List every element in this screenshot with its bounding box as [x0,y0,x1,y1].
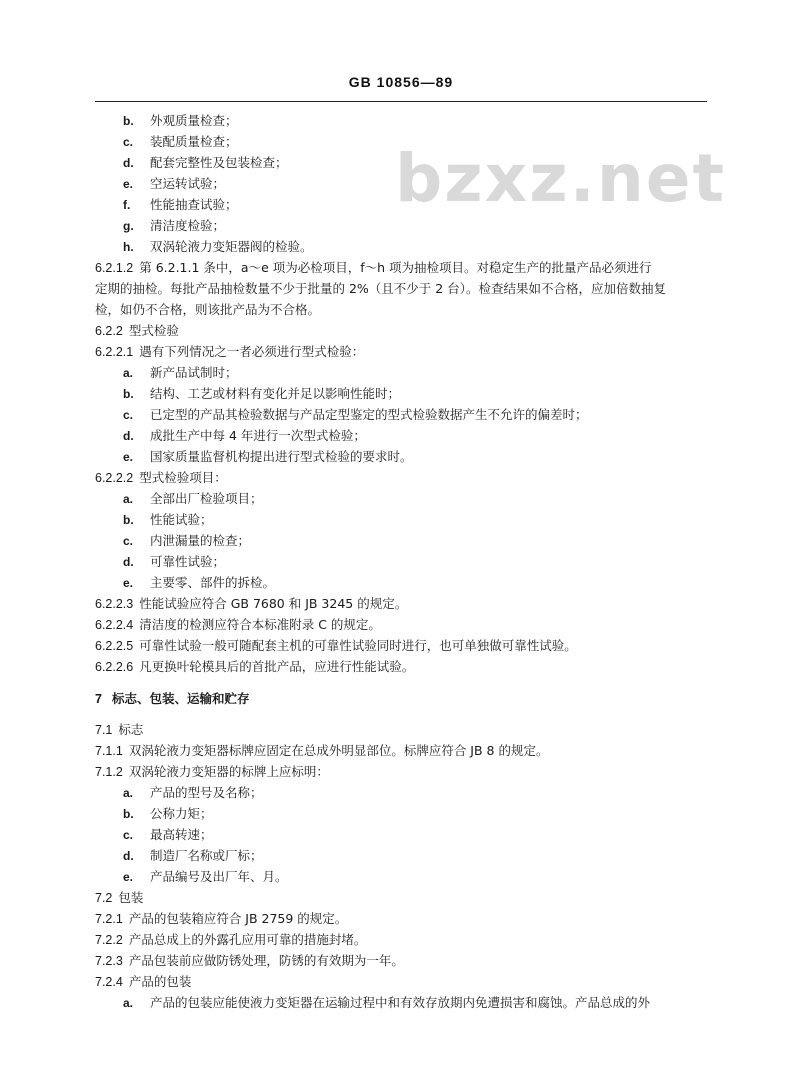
line-text: 空运转试验； [150,176,226,191]
list-item [123,826,213,844]
list-item [123,511,213,529]
line-text: 产品编号及出厂年、月。 [150,869,288,884]
line-text: 产品的包装 [128,974,192,989]
line-text: 成批生产中每 4 年进行一次型式检验； [150,428,366,443]
clause-continuation [95,301,320,319]
line-text: 主要零、部件的拆检。 [150,575,276,590]
clause [95,931,366,949]
list-item [123,385,400,403]
list-marker: b. [123,513,134,527]
clause [95,973,191,991]
list-item [123,805,213,823]
list-marker: h. [123,240,134,254]
clause-number: 7.2.3 [95,954,123,968]
list-item [123,784,263,802]
line-text: 检，如仍不合格，则该批产品为不合格。 [95,302,321,317]
list-item [123,427,366,445]
list-item [123,133,238,151]
clause-continuation [95,280,666,298]
list-marker: e. [123,870,134,884]
list-marker: e. [123,450,134,464]
section-heading [95,690,249,708]
list-marker: c. [123,534,134,548]
clause-number: 7.2 [95,891,113,905]
list-item [123,490,263,508]
line-text: 凡更换叶轮模具后的首批产品，应进行性能试验。 [139,659,415,674]
line-text: 第 6.2.1.1 条中，a～e 项为必检项目，f～h 项为抽检项目。对稳定生产的批量产品必须进行 [139,260,652,275]
list-marker: a. [123,366,134,380]
line-text: 公称力矩； [150,806,213,821]
clause-number: 6.2.2.3 [95,597,134,611]
list-marker: a. [123,786,134,800]
list-marker: g. [123,219,134,233]
line-text: 清洁度的检测应符合本标准附录 C 的规定。 [139,617,381,632]
line-text: 标志 [118,722,144,737]
line-text: 性能试验； [150,512,213,527]
clause-number: 6.2.1.2 [95,261,134,275]
line-text: 可靠性试验一般可随配套主机的可靠性试验同时进行，也可单独做可靠性试验。 [139,638,577,653]
watermark: bzxz.net [395,140,727,217]
list-marker: d. [123,429,134,443]
clause-number: 7.2.2 [95,933,123,947]
list-item [123,364,238,382]
clause [95,763,329,781]
list-marker: b. [123,387,134,401]
line-text: 制造厂名称或厂标； [150,848,263,863]
line-text: 已定型的产品其检验数据与产品定型鉴定的型式检验数据产生不允许的偏差时； [150,407,588,422]
line-text: 配套完整性及包装检查； [150,155,288,170]
line-text: 标志、包装、运输和贮存 [111,691,250,706]
clause [95,952,404,970]
list-marker: e. [123,177,134,191]
clause [95,742,548,760]
list-item [123,112,238,130]
clause-number: 7.2.1 [95,912,123,926]
clause-number: 7.1 [95,723,113,737]
clause-number: 6.2.2.1 [95,345,134,359]
list-marker: b. [123,807,134,821]
clause [95,469,227,487]
list-item [123,574,275,592]
clause [95,343,364,361]
list-marker: c. [123,408,134,422]
clause [95,721,143,739]
line-text: 国家质量监督机构提出进行型式检验的要求时。 [150,449,413,464]
clause [95,595,407,613]
line-text: 遇有下列情况之一者必须进行型式检验： [139,344,365,359]
list-item [123,238,313,256]
line-text: 清洁度检验； [150,218,226,233]
page-header: GB 10856—89 [348,74,454,90]
list-marker: d. [123,849,134,863]
line-text: 定期的抽检。每批产品抽检数量不少于批量的 2%（且不少于 2 台）。检查结果如不合格，应加倍数抽复 [95,281,666,296]
list-item [123,994,650,1012]
list-item [123,217,225,235]
clause-number: 6.2.2 [95,324,123,338]
line-text: 性能抽查试验； [150,197,238,212]
clause [95,889,143,907]
list-marker: f. [123,198,131,212]
line-text: 外观质量检查； [150,113,238,128]
list-item [123,196,238,214]
list-item [123,175,225,193]
list-marker: d. [123,156,134,170]
list-marker: a. [123,996,134,1010]
line-text: 包装 [118,890,144,905]
list-marker: c. [123,828,134,842]
header-rule [95,101,707,102]
clause [95,616,381,634]
list-item [123,847,263,865]
clause [95,658,414,676]
clause [95,910,347,928]
line-text: 可靠性试验； [150,554,226,569]
line-text: 双涡轮液力变矩器阀的检验。 [150,239,313,254]
line-text: 双涡轮液力变矩器标牌应固定在总成外明显部位。标牌应符合 JB 8 的规定。 [128,743,549,758]
clause-number: 6.2.2.5 [95,639,134,653]
clause-number: 7 [95,692,102,706]
clause-number: 6.2.2.4 [95,618,134,632]
list-marker: d. [123,555,134,569]
line-text: 产品的包装箱应符合 JB 2759 的规定。 [128,911,348,926]
line-text: 产品的型号及名称； [150,785,263,800]
clause-number: 6.2.2.2 [95,471,134,485]
clause-number: 6.2.2.6 [95,660,134,674]
clause [95,322,179,340]
line-text: 内泄漏量的检查； [150,533,251,548]
line-text: 产品包装前应做防锈处理，防锈的有效期为一年。 [128,953,404,968]
list-marker: a. [123,492,134,506]
line-text: 型式检验 [128,323,179,338]
list-item [123,532,250,550]
list-item [123,448,413,466]
line-text: 产品总成上的外露孔应用可靠的措施封堵。 [128,932,367,947]
line-text: 全部出厂检验项目； [150,491,263,506]
line-text: 产品的包装应能使液力变矩器在运输过程中和有效存放期内免遭损害和腐蚀。产品总成的外 [150,995,651,1010]
line-text: 结构、工艺或材料有变化并足以影响性能时； [150,386,401,401]
list-marker: b. [123,114,134,128]
clause [95,637,577,655]
clause-number: 7.2.4 [95,975,123,989]
line-text: 装配质量检查； [150,134,238,149]
line-text: 新产品试制时； [150,365,238,380]
list-item [123,406,588,424]
clause-number: 7.1.1 [95,744,123,758]
line-text: 型式检验项目： [139,470,227,485]
line-text: 双涡轮液力变矩器的标牌上应标明： [128,764,329,779]
list-item [123,154,288,172]
clause-number: 7.1.2 [95,765,123,779]
list-item [123,553,225,571]
list-marker: c. [123,135,134,149]
list-item [123,868,288,886]
line-text: 性能试验应符合 GB 7680 和 JB 3245 的规定。 [139,596,408,611]
clause [95,259,652,277]
line-text: 最高转速； [150,827,213,842]
list-marker: e. [123,576,134,590]
